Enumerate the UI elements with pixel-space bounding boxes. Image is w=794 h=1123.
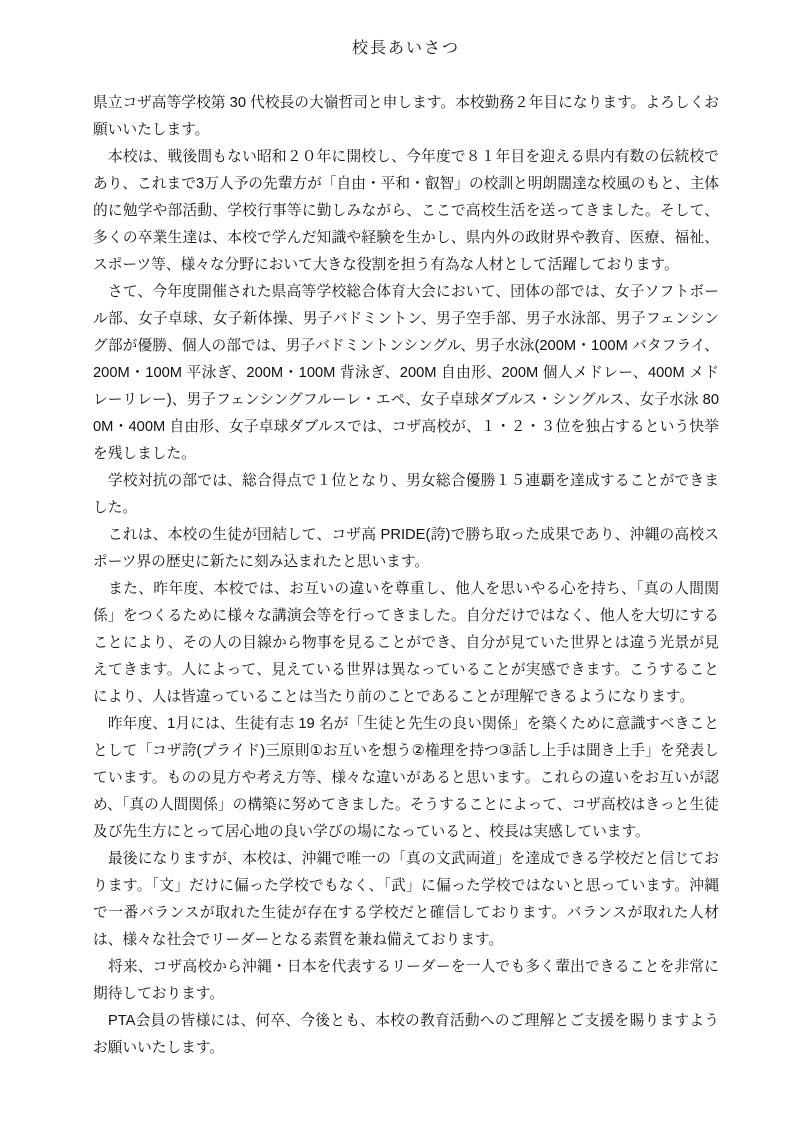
paragraph-human-relations: また、昨年度、本校では、お互いの違いを尊重し、他人を思いやる心を持ち、「真の人間関係」をつくるために様々な講演会等を行ってきました。自分だけではなく、他人を大切にすることにより、その人の目線から物事を見ることができ、自分が見ていた世界とは違う光景が見えてきます。人によって、見えている世界は異なっていることが実感できます。こうすることにより、人は皆違っていることは当たり前のことであることが理解できるようになります。: [93, 581, 719, 705]
paragraph-school-history: 本校は、戦後間もない昭和２０年に開校し、今年度で８１年目を迎える県内有数の伝統校であり、これまで3万人予の先輩方が「自由・平和・叡智」の校訓と明朗闊達な校風のもと、主体的に勉学や部活動、学校行事等に勤しみながら、ここで高校生活を送ってきました。そして、多くの卒業生達は、本校で学んだ知識や経験を生かし、県内外の政財界や教育、医療、福祉、スポーツ等、様々な分野において大きな役割を担う有為な人材として活躍しております。: [93, 149, 719, 273]
paragraph-overall-victory: 学校対抗の部では、総合得点で１位となり、男女総合優勝１５連覇を達成することができました。: [93, 473, 719, 516]
paragraph-pta-request: PTA会員の皆様には、何卒、今後とも、本校の教育活動へのご理解とご支援を賜りますようお願いいたします。: [93, 1013, 719, 1056]
document-body: [93, 90, 719, 1062]
paragraph-koza-pride: これは、本校の生徒が団結して、コザ高 PRIDE(誇)で勝ち取った成果であり、沖縄の高校スポーツ界の歴史に新たに刻み込まれたと思います。: [93, 527, 719, 570]
paragraph-sports-results: さて、今年度開催された県高等学校総合体育大会において、団体の部では、女子ソフトボール部、女子卓球、女子新体操、男子バドミントン、男子空手部、男子水泳部、男子フェンシング部が優勝、個人の部では、男子バドミントンシングル、男子水泳(200M・100M バタフライ、200M・100M 平泳ぎ、200M・100M 背泳ぎ、200M 自由形、200M 個人メドレー、400M メドレーリレー)、男子フェンシングフルーレ・エペ、女子卓球ダブルス・シングルス、女子水泳 800M・400M 自由形、女子卓球ダブルスでは、コザ高校が、１・２・３位を独占するという快挙を残しました。: [93, 284, 719, 462]
page-title: 校長あいさつ: [351, 40, 460, 57]
paragraph-greeting: 県立コザ高等学校第 30 代校長の大嶺哲司と申します。本校勤務２年目になります。よろしくお願いいたします。: [93, 95, 719, 138]
paragraph-future-leaders: 将来、コザ高校から沖縄・日本を代表するリーダーを一人でも多く輩出できることを非常に期待しております。: [93, 959, 719, 1002]
paragraph-three-principles: 昨年度、1月には、生徒有志 19 名が「生徒と先生の良い関係」を築くために意識すべきこととして「コザ誇(プライド)三原則①お互いを想う②権理を持つ③話し上手は聞き上手」を発表しています。ものの見方や考え方等、様々な違いがあると思います。これらの違いをお互いが認め、「真の人間関係」の構築に努めてきました。そうすることによって、コザ高校はきっと生徒及び先生方にとって居心地の良い学びの場になっていると、校長は実感しています。: [93, 716, 719, 840]
paragraph-bunbu-ryodo: 最後になりますが、本校は、沖縄で唯一の「真の文武両道」を達成できる学校だと信じております。「文」だけに偏った学校でもなく、「武」に偏った学校ではないと思っています。沖縄で一番バランスが取れた生徒が存在する学校だと確信しております。バランスが取れた人材は、様々な社会でリーダーとなる素質を兼ね備えております。: [93, 851, 719, 948]
